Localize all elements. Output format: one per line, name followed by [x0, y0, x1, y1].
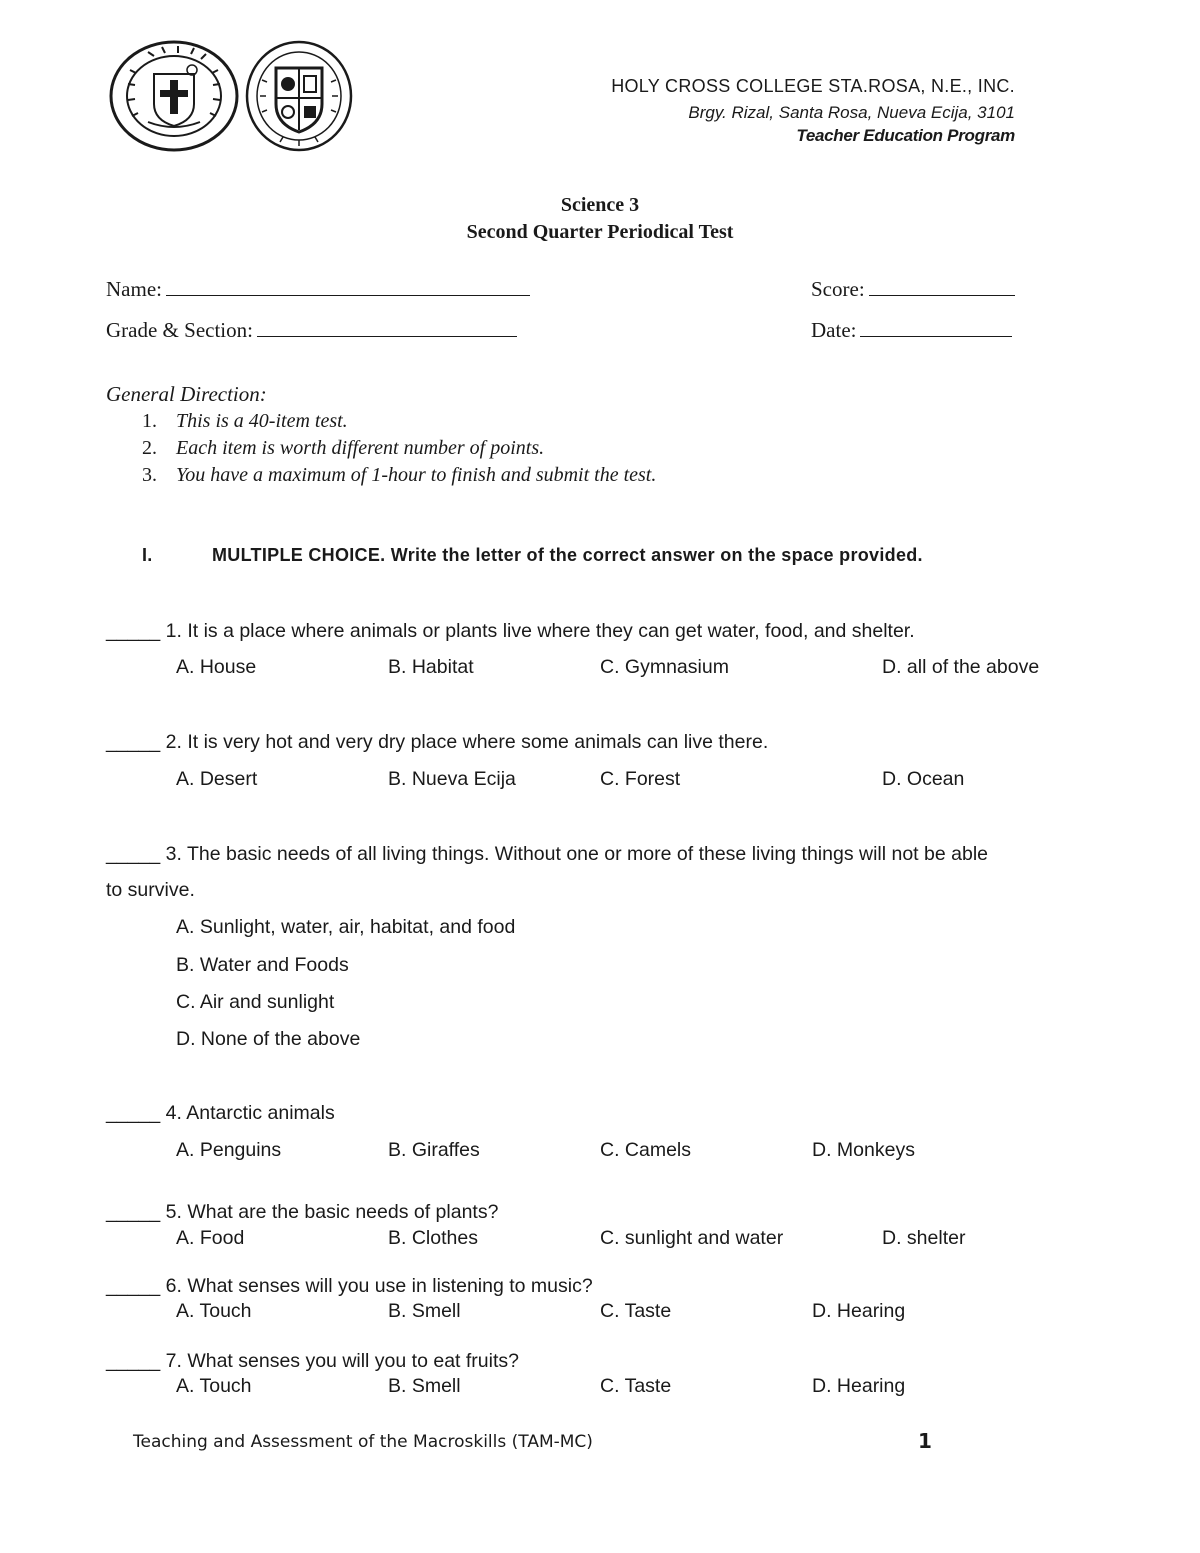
section-numeral: I. — [142, 545, 153, 565]
option-b: B. Smell — [388, 1375, 461, 1397]
date-field[interactable] — [811, 316, 1012, 343]
option-a: A. Sunlight, water, air, habitat, and food — [176, 916, 516, 938]
name-field[interactable] — [106, 275, 530, 302]
grade-section-label: Grade & Section: — [106, 318, 253, 342]
institution-name: HOLY CROSS COLLEGE STA.ROSA, N.E., INC. — [611, 76, 1015, 96]
option-d: D. Ocean — [882, 768, 965, 790]
option-d: D. all of the above — [882, 656, 1040, 678]
option-a: A. Touch — [176, 1375, 252, 1397]
question-stem: _____ 1. It is a place where animals or plants live where they can get water, food, and shelter. — [106, 620, 915, 642]
option-a: A. Touch — [176, 1300, 252, 1322]
section-instruction: MULTIPLE CHOICE. Write the letter of the correct answer on the space provided. — [212, 545, 923, 565]
question-stem: _____ 2. It is very hot and very dry place where some animals can live there. — [106, 731, 769, 753]
option-c: C. Air and sunlight — [176, 991, 335, 1013]
question-stem: _____ 7. What senses you will you to eat fruits? — [106, 1350, 519, 1372]
option-b: B. Smell — [388, 1300, 461, 1322]
option-d: D. Monkeys — [812, 1139, 915, 1161]
option-b: B. Water and Foods — [176, 954, 349, 976]
option-c: C. Taste — [600, 1375, 672, 1397]
direction-item — [142, 437, 842, 463]
option-b: B. Giraffes — [388, 1139, 480, 1161]
option-c: C. Gymnasium — [600, 656, 729, 678]
score-field[interactable] — [811, 275, 1015, 302]
program-name: Teacher Education Program — [796, 126, 1015, 145]
option-c: C. Taste — [600, 1300, 672, 1322]
option-d: D. Hearing — [812, 1375, 906, 1397]
option-d: D. shelter — [882, 1227, 966, 1249]
date-blank[interactable] — [860, 316, 1012, 337]
grade-section-blank[interactable] — [257, 316, 517, 337]
date-label: Date: — [811, 318, 857, 342]
direction-text: Each item is worth different number of points. — [176, 437, 545, 459]
page-number: 1 — [918, 1429, 932, 1453]
footer-course: Teaching and Assessment of the Macroskills (TAM-MC) — [133, 1432, 593, 1452]
direction-item — [142, 464, 842, 490]
question-stem: _____ 3. The basic needs of all living things. Without one or more of these living things will not be able — [106, 843, 988, 865]
direction-number: 3. — [142, 464, 157, 486]
option-b: B. Clothes — [388, 1227, 478, 1249]
program-seal-icon — [244, 40, 354, 152]
name-blank[interactable] — [166, 275, 530, 296]
direction-number: 1. — [142, 410, 157, 432]
direction-text: You have a maximum of 1-hour to finish and submit the test. — [176, 464, 657, 486]
option-d: D. None of the above — [176, 1028, 361, 1050]
option-b: B. Habitat — [388, 656, 474, 678]
question-stem: _____ 5. What are the basic needs of plants? — [106, 1201, 499, 1223]
option-b: B. Nueva Ecija — [388, 768, 516, 790]
option-a: A. House — [176, 656, 257, 678]
subject-title: Science 3 — [560, 194, 640, 216]
direction-number: 2. — [142, 437, 157, 459]
option-d: D. Hearing — [812, 1300, 906, 1322]
directions-heading: General Direction: — [106, 382, 267, 406]
test-title: Second Quarter Periodical Test — [466, 221, 734, 243]
question-stem: _____ 4. Antarctic animals — [106, 1102, 335, 1124]
option-c: C. Camels — [600, 1139, 692, 1161]
direction-text: This is a 40-item test. — [176, 410, 348, 432]
option-c: C. Forest — [600, 768, 681, 790]
direction-item — [142, 410, 842, 436]
institution-address: Brgy. Rizal, Santa Rosa, Nueva Ecija, 3101 — [688, 103, 1015, 122]
college-seal-icon — [108, 40, 240, 152]
grade-section-field[interactable] — [106, 316, 517, 343]
score-blank[interactable] — [869, 275, 1015, 296]
name-label: Name: — [106, 277, 162, 301]
question-stem: _____ 6. What senses will you use in listening to music? — [106, 1275, 593, 1297]
option-c: C. sunlight and water — [600, 1227, 784, 1249]
option-a: A. Desert — [176, 768, 258, 790]
option-a: A. Penguins — [176, 1139, 282, 1161]
question-stem-continued: to survive. — [106, 879, 195, 901]
score-label: Score: — [811, 277, 865, 301]
option-a: A. Food — [176, 1227, 245, 1249]
